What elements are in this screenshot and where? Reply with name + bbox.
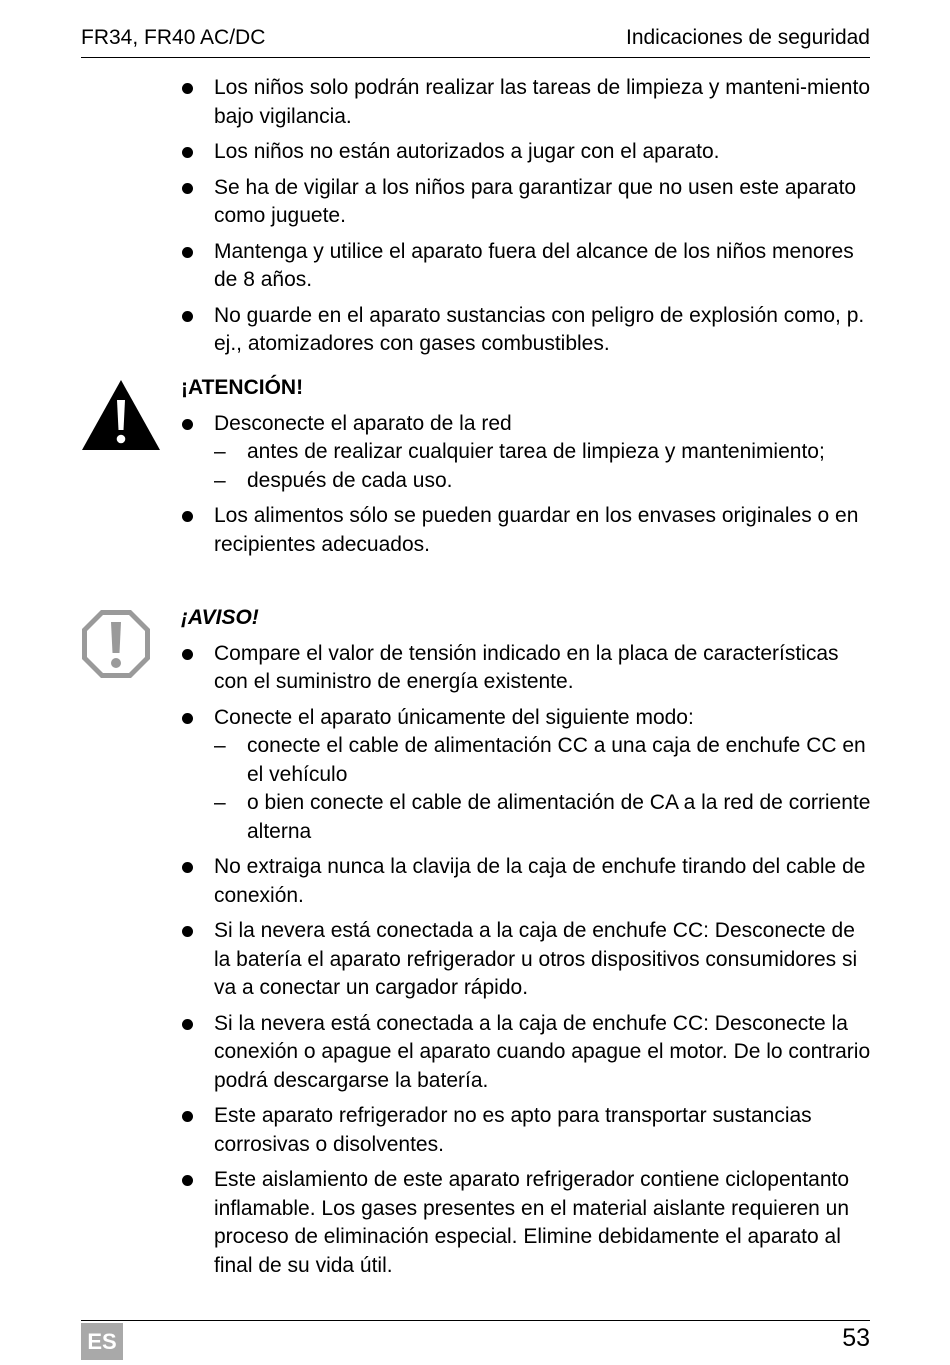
list-item: Desconecte el aparato de la red – antes de realizar cualquier tarea de limpieza y mantenimiento; – después de cada uso. — [181, 410, 871, 496]
page-number: 53 — [842, 1324, 870, 1352]
bullet-icon — [182, 649, 193, 660]
bullet-icon — [182, 713, 193, 724]
bullet-icon — [182, 183, 193, 194]
sub-list-item: – antes de realizar cualquier tarea de limpieza y mantenimiento; — [214, 440, 825, 463]
bullet-icon — [182, 247, 193, 258]
bullet-icon — [182, 1111, 193, 1122]
list-item: Se ha de vigilar a los niños para garantizar que no usen este aparato como juguete. — [181, 174, 871, 231]
bullet-icon — [182, 511, 193, 522]
list-item: Este aislamiento de este aparato refrigerador contiene ciclopentanto inflamable. Los gases presentes en el material aislante requieren un proceso de eliminación especial. Elimine debidamente el aparato al final de su vida útil. — [181, 1166, 871, 1280]
list-item: No guarde en el aparato sustancias con peligro de explosión como, p. ej., atomizadores con gases combustibles. — [181, 302, 871, 359]
bullet-icon — [182, 1175, 193, 1186]
sub-list-item: – después de cada uso. — [214, 468, 453, 492]
attention-section — [181, 374, 871, 559]
header-model: FR34, FR40 AC/DC — [81, 26, 266, 49]
list-item: Si la nevera está conectada a la caja de enchufe CC: Desconecte la conexión o apague el aparato cuando apague el motor. De lo contrario podrá descargarse la batería. — [181, 1010, 871, 1096]
bullet-icon — [182, 419, 193, 430]
notice-octagon-icon — [80, 608, 152, 680]
bullet-icon — [182, 926, 193, 937]
bullet-icon — [182, 1019, 193, 1030]
list-item: Los niños no están autorizados a jugar con el aparato. — [181, 138, 871, 167]
sub-list-item: – o bien conecte el cable de alimentación de CA a la red de corriente alterna — [214, 791, 871, 843]
notice-title: ¡AVISO! — [181, 606, 259, 629]
list-item: Si la nevera está conectada a la caja de enchufe CC: Desconecte de la batería el aparato refrigerador u otros dispositivos consumidores si va a conectar un cargador rápido. — [181, 917, 871, 1003]
page-header — [81, 25, 870, 58]
list-item: Este aparato refrigerador no es apto para transportar sustancias corrosivas o disolventes. — [181, 1102, 871, 1159]
notice-section — [181, 604, 871, 1280]
bullet-icon — [182, 83, 193, 94]
bullet-icon — [182, 147, 193, 158]
children-safety-list — [181, 74, 871, 359]
bullet-icon — [182, 311, 193, 322]
list-item: Los alimentos sólo se pueden guardar en los envases originales o en recipientes adecuados. — [181, 502, 871, 559]
list-item: Conecte el aparato únicamente del siguiente modo: – conecte el cable de alimentación CC a una caja de enchufe CC en el vehículo – o bien conecte el cable de alimentación de CA a la red de corriente alterna — [181, 704, 871, 847]
language-badge: ES — [81, 1323, 123, 1360]
list-item: Mantenga y utilice el aparato fuera del alcance de los niños menores de 8 años. — [181, 238, 871, 295]
warning-triangle-icon — [80, 378, 162, 452]
header-section: Indicaciones de seguridad — [625, 26, 870, 49]
list-item: Compare el valor de tensión indicado en la placa de características con el suministro de energía existente. — [181, 640, 871, 697]
attention-title: ¡ATENCIÓN! — [181, 376, 304, 399]
bullet-icon — [182, 862, 193, 873]
list-item: No extraiga nunca la clavija de la caja de enchufe tirando del cable de conexión. — [181, 853, 871, 910]
list-item: Los niños solo podrán realizar las tareas de limpieza y manteni-miento bajo vigilancia. — [181, 74, 871, 131]
sub-list-item: – conecte el cable de alimentación CC a una caja de enchufe CC en el vehículo — [214, 734, 866, 786]
footer-divider — [81, 1320, 870, 1321]
